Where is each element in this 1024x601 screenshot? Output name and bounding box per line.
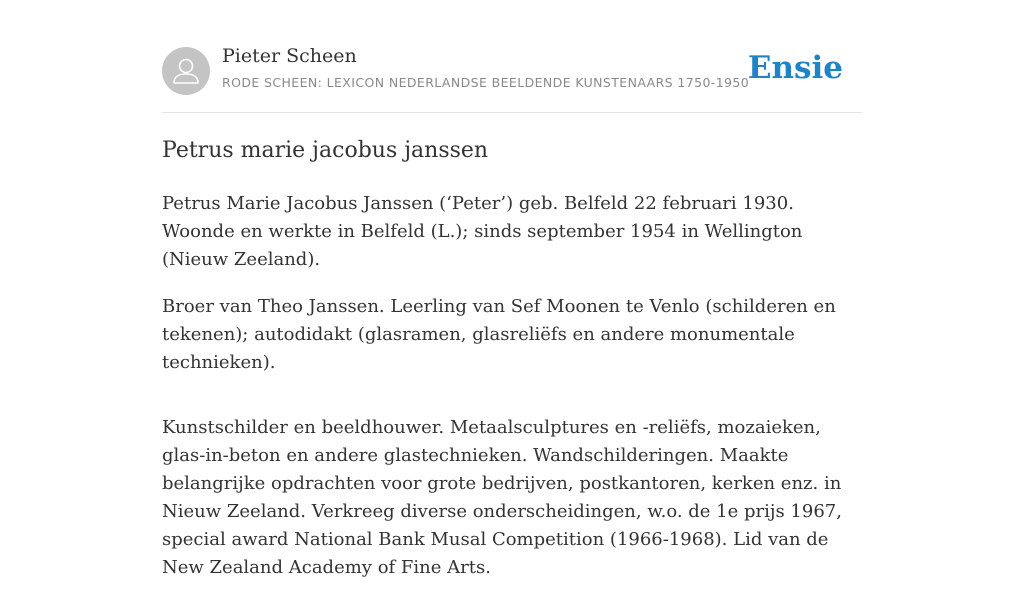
paragraph: Broer van Theo Janssen. Leerling van Sef Moonen te Venlo (schilderen en tekenen); autodidakt (glasramen, glasreliëfs en andere monumentale technieken). [162,296,836,373]
paragraph: Petrus Marie Jacobus Janssen (‘Peter’) geb. Belfeld 22 februari 1930. Woonde en werkte in Belfeld (L.); sinds september 1954 in Wellington (Nieuw Zeeland). [162,193,803,270]
ensie-logo[interactable]: Ensie [747,50,843,86]
user-icon [162,47,210,95]
avatar[interactable] [162,47,210,95]
source-label: RODE SCHEEN: LEXICON NEDERLANDSE BEELDENDE KUNSTENAARS 1750-1950 [222,75,750,90]
paragraph: Kunstschilder en beeldhouwer. Metaalsculptures en -reliëfs, mozaieken, glas-in-beton en andere glastechnieken. Wandschilderingen. Maakte belangrijke opdrachten voor grote bedrijven, postkantoren, kerken enz. in Nieuw Zeeland. Verkreeg diverse onderscheidingen, w.o. de 1e prijs 1967, special award National Bank Musal Competition (1966-1968). Lid van de New Zealand Academy of Fine Arts. [162,417,842,578]
entry-body [162,190,862,601]
author-name[interactable]: Pieter Scheen [222,45,357,67]
entry-header [162,0,862,113]
entry-card [162,0,862,578]
page-title: Petrus marie jacobus janssen [162,138,489,163]
